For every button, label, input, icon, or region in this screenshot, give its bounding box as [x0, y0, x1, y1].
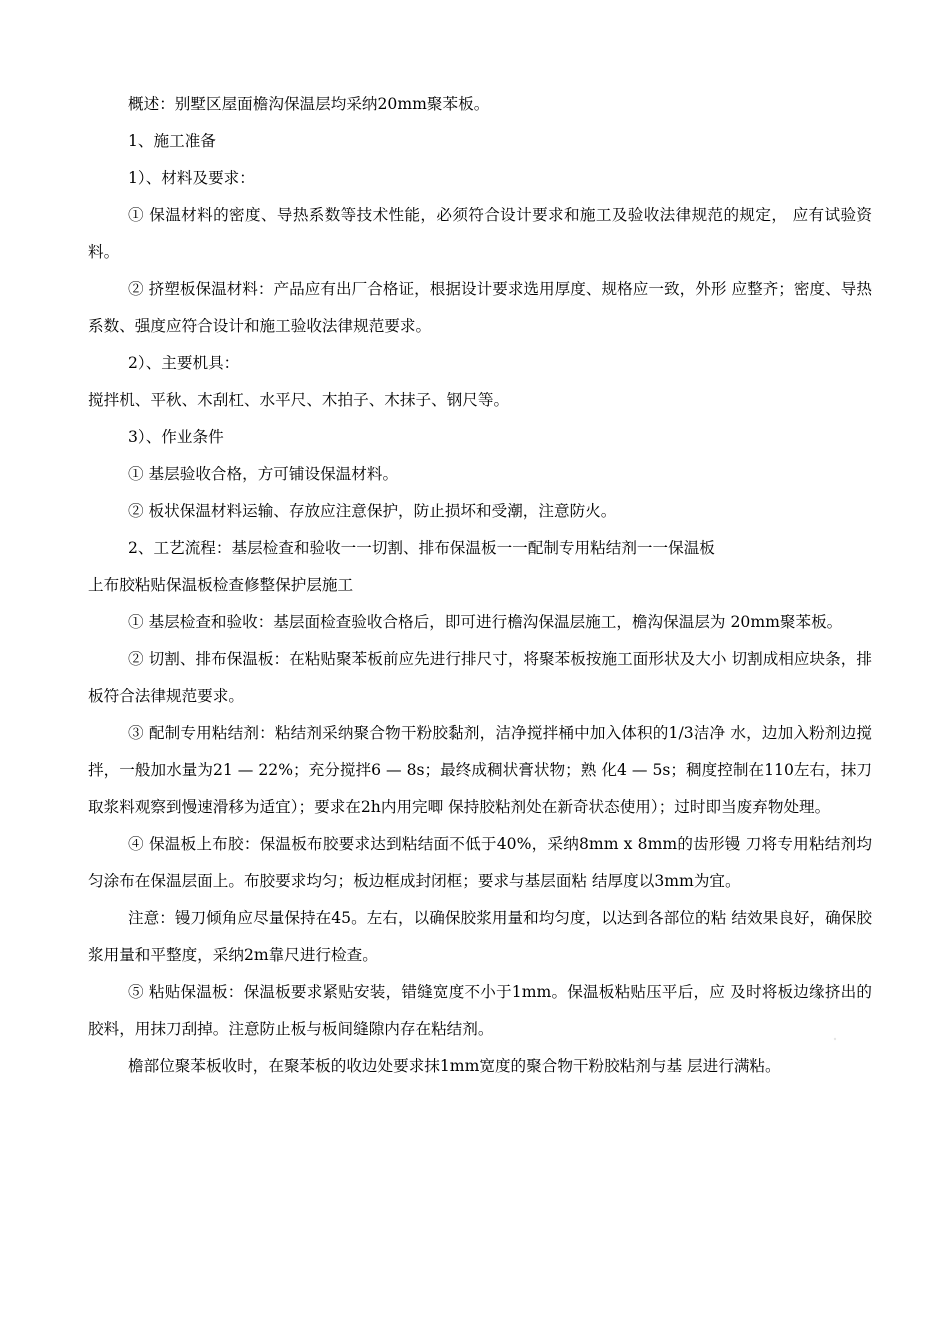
- paragraph-overview: 概述：别墅区屋面檐沟保温层均采纳20mm聚苯板。: [128, 95, 490, 113]
- paragraph-material-1: ① 保温材料的密度、导热系数等技术性能，必须符合设计要求和施工及验收法律规范的规定， 应有试验资料。: [88, 206, 872, 261]
- paragraph-note: 注意：镘刀倾角应尽量保持在45。左右，以确保胶浆用量和均匀度，以达到各部位的粘 结效果良好，确保胶浆用量和平整度，采纳2m靠尺进行检查。: [88, 909, 872, 964]
- subheading-conditions: 3）、作业条件: [128, 428, 224, 446]
- heading-construction-prep: 1、施工准备: [128, 132, 216, 150]
- watermark-dot: [830, 1034, 840, 1044]
- paragraph-condition-1: ① 基层验收合格，方可铺设保温材料。: [128, 465, 399, 483]
- paragraph-eaves: 檐部位聚苯板收时，在聚苯板的收边处要求抹1mm宽度的聚合物干粉胶粘剂与基 层进行满粘。: [128, 1057, 781, 1075]
- paragraph-step-5: ⑤ 粘贴保温板：保温板要求紧贴安装，错缝宽度不小于1mm。保温板粘贴压平后，应 及时将板边缘挤出的胶料，用抹刀刮掉。注意防止板与板间缝隙内存在粘结剂。: [88, 983, 872, 1038]
- paragraph-step-3: ③ 配制专用粘结剂：粘结剂采纳聚合物干粉胶黏剂，洁净搅拌桶中加入体积的1/3洁净 水，边加入粉剂边搅拌，一般加水量为21 — 22%；充分搅拌6 — 8s；最终成稠状膏状物；熟 化4 — 5s；稠度控制在110左右，抹刀取浆料观察到慢速滑移为适宜）；要求在2h内用完唧 保持胶粘剂处在新奇状态使用）；过时即当废弃物处理。: [88, 724, 872, 816]
- heading-process-flow: 2、工艺流程：基层检查和验收一一切割、排布保温板一一配制专用粘结剂一一保温板: [128, 539, 715, 557]
- paragraph-step-4: ④ 保温板上布胶：保温板布胶要求达到粘结面不低于40%，采纳8mm x 8mm的齿形镘 刀将专用粘结剂均匀涂布在保温层面上。布胶要求均匀；板边框成封闭框；要求与基层面粘 结厚度以3mm为宜。: [88, 835, 872, 890]
- subheading-materials: 1）、材料及要求：: [128, 169, 255, 187]
- paragraph-material-2: ② 挤塑板保温材料：产品应有出厂合格证，根据设计要求选用厚度、规格应一致，外形 应整齐；密度、导热系数、强度应符合设计和施工验收法律规范要求。: [88, 280, 872, 335]
- paragraph-step-1: ① 基层检查和验收：基层面检查验收合格后，即可进行檐沟保温层施工，檐沟保温层为 20mm聚苯板。: [128, 613, 843, 631]
- document-body: [88, 86, 872, 1085]
- paragraph-process-flow-cont: 上布胶粘贴保温板检查修整保护层施工: [88, 576, 354, 594]
- subheading-tools: 2）、主要机具：: [128, 354, 240, 372]
- paragraph-step-2: ② 切割、排布保温板：在粘贴聚苯板前应先进行排尺寸，将聚苯板按施工面形状及大小 切割成相应块条，排板符合法律规范要求。: [88, 650, 872, 705]
- paragraph-tools-list: 搅拌机、平秋、木刮杠、水平尺、木拍子、木抹子、钢尺等。: [88, 391, 510, 409]
- paragraph-condition-2: ② 板状保温材料运输、存放应注意保护，防止损坏和受潮，注意防火。: [128, 502, 617, 520]
